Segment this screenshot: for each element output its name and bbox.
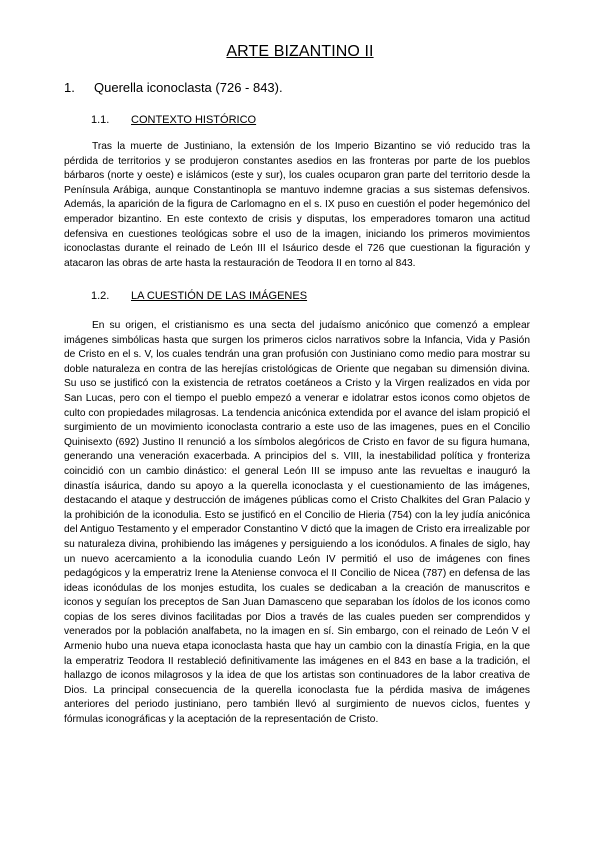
subsection-title: CONTEXTO HISTÓRICO <box>131 114 257 126</box>
subsection-title: LA CUESTIÓN DE LAS IMÁGENES <box>131 290 308 302</box>
subsection-number: 1.2. <box>91 290 110 302</box>
document-title: ARTE BIZANTINO II <box>226 43 374 60</box>
subsection-heading-images <box>91 290 307 302</box>
section-title: Querella iconoclasta (726 - 843). <box>94 80 283 95</box>
subsection-number: 1.1. <box>91 114 110 126</box>
subsection-heading-context <box>91 114 256 126</box>
section-number: 1. <box>64 80 75 95</box>
paragraph-images: En su origen, el cristianismo es una secta del judaísmo anicónico que comenzó a emplear imágenes simbólicas hasta que surgen los primeros ciclos narrativos sobre la Infancia, Vida y Pasión de Cristo en el s. V, los cuales tendrán una gran profusión con Justiniano como medio para mostrar su doble naturaleza en contra de las herejías cristológicas de Oriente que negaban su dimensión divina. Su uso se justificó con la existencia de retratos coetáneos a Cristo y la Virgen realizados en vida por San Lucas, pero con el tiempo el pueblo empezó a venerar e idolatrar estos iconos como objetos de culto con propiedades milagrosas. La tendencia anicónica extendida por el avance del islam propició el surgimiento de un movimiento iconoclasta contrario a este uso de las imagenes, pues en el Concilio Quinisexto (692) Justino II renunció a los símbolos alegóricos de Cristo en favor de su figura humana, generando una veneración exacerbada. A principios del s. VIII, la inestabilidad política y fronteriza coincidió con un cambio dinástico: el general León III se impuso ante las revueltas e inauguró la dinastía isáurica, dando su apoyo a la querella iconoclasta y el cuestionamiento de las imágenes, destacando el ataque y destrucción de imágenes públicas como el Cristo Chalkites del Gran Palacio y la prohibición de la iconodulia. Esto se justificó en el Concilio de Hieria (754) con la ley judía anicónica del Antiguo Testamento y el emperador Constantino V dictó que la imagen de Cristo era irrealizable por su naturaleza divina, prohibiendo las imágenes y persiguiendo a los iconódulos. A finales de siglo, hay un nuevo acercamiento a la iconodulia cuando León IV permitió el uso de imágenes con fines pedagógicos y la emperatriz Irene la Ateniense convoca el II Concilio de Nicea (787) en defensa de las ideas iconódulas de los monjes estudita, los cuales se dedicaban a la creación de manuscritos e iconos y seguían los preceptos de San Juan Damasceno que separaban los ídolos de los iconos como copias de los seres divinos facilitadas por Dios a través de las cuales pueden ser comprendidos y venerados por la población analfabeta, no la imagen en sí. Sin embargo, con el reinado de León V el Armenio hubo una nueva etapa iconoclasta hasta que hay un cambio con la dinastía Frigia, en la que la emperatriz Teodora II restableció definitivamente las imágenes en el 843 en base a la tradición, el hallazgo de iconos milagrosos y la idea de que los artistas son continuadores de la labor creativa de Dios. La principal consecuencia de la querella iconoclasta fue la pérdida masiva de imágenes anteriores del periodo justiniano, pero también llevó al surgimiento de nuevos ciclos, fuentes y fórmulas iconográficas y la aceptación de la representación de Cristo. <box>64 320 530 726</box>
paragraph-context: Tras la muerte de Justiniano, la extensión de los Imperio Bizantino se vió reducido tras la pérdida de territorios y se produjeron constantes asedios en las fronteras por parte de los pueblos bárbaros (norte y oeste) e islámicos (este y sur), los cuales ocuparon gran parte del territorio desde la Península Arábiga, aunque Constantinopla se mantuvo indemne gracias a sus sistemas defensivos. Además, la aparición de la figura de Carlomagno en el s. IX puso en cuestión el poder hegemónico del emperador bizantino. En este contexto de crisis y disputas, los emperadores tomaron una actitud defensiva en cuestiones teológicas sobre el uso de la imagen, iniciando los primeros movimientos iconoclastas durante el reinado de León III el Isáurico desde el 726 que cuestionan la figuración y atacaron las obras de arte hasta la restauración de Teodora II en torno al 843. <box>64 141 530 269</box>
section-heading <box>64 80 283 95</box>
